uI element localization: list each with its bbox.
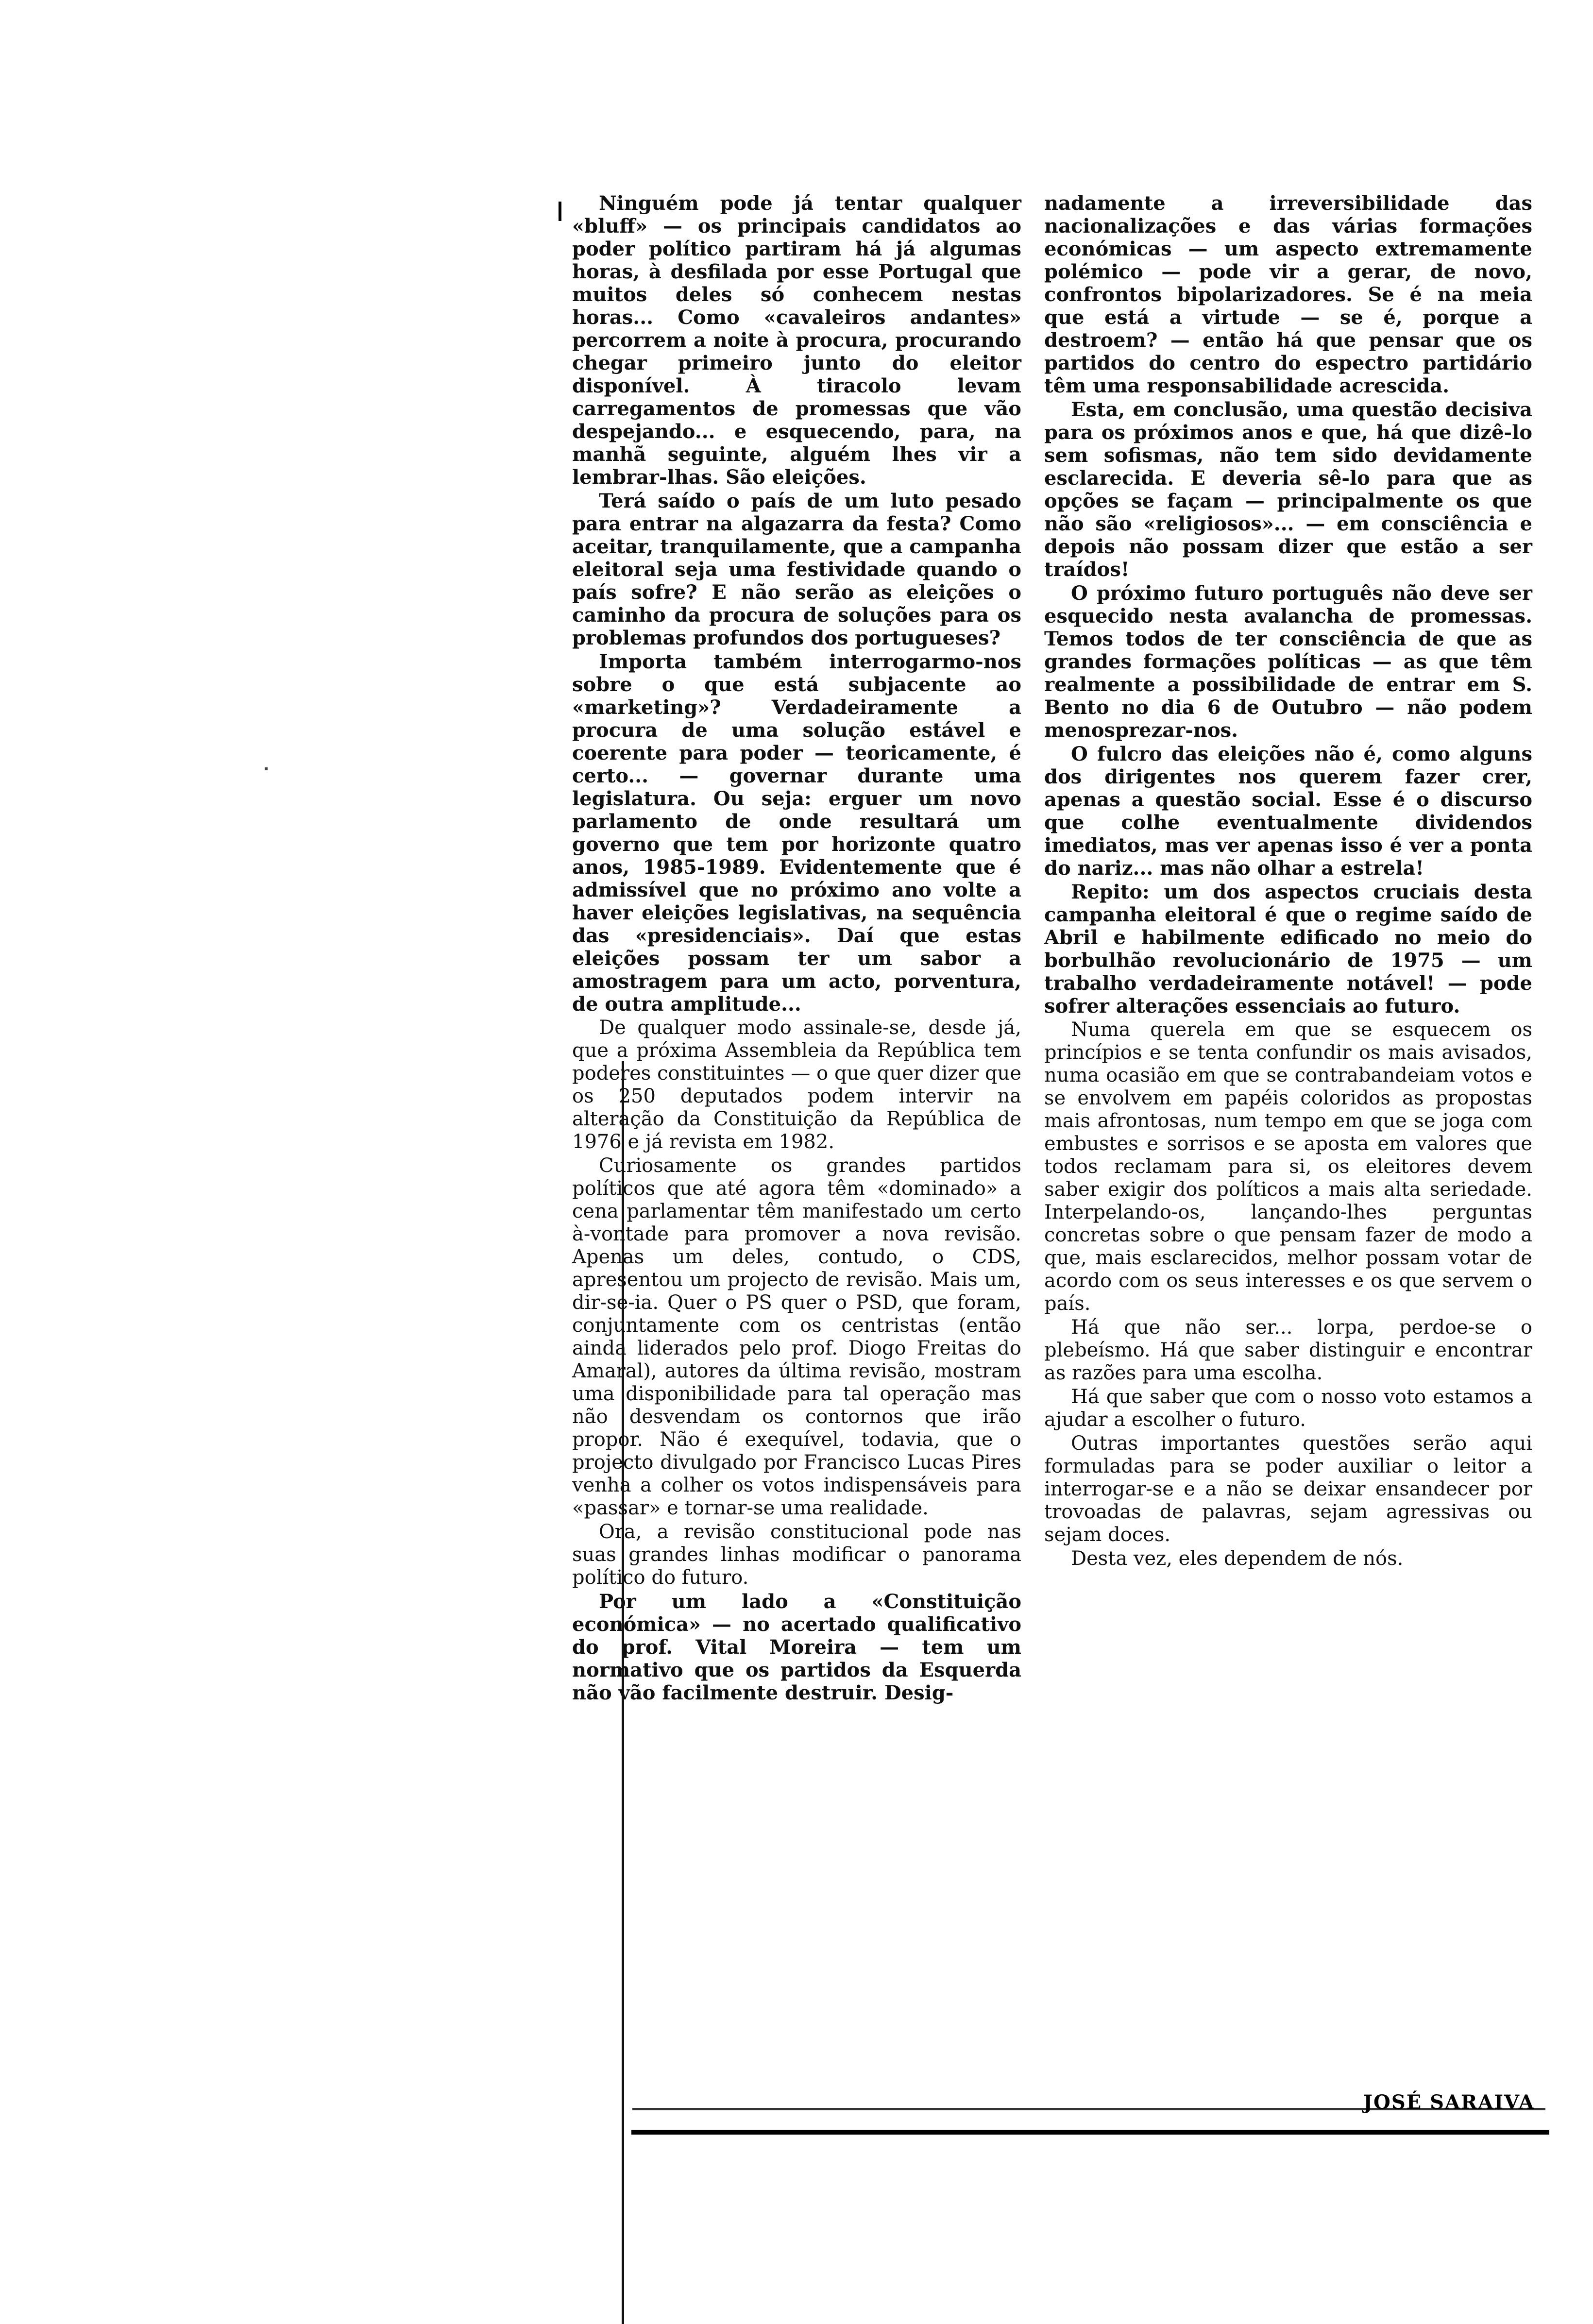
paragraph: O próximo futuro português não deve ser esquecido nesta avalancha de promessas. Temos todos de ter consciência de que as grandes formações políticas — as que têm realmente a possibilidade de entrar em S. Bento no dia 6 de Outubro — não podem menosprezar-nos. — [1044, 582, 1532, 742]
paragraph: Outras importantes questões serão aqui formuladas para se poder auxiliar o leitor a interrogar-se e a não se deixar ensandecer por trovoadas de palavras, sejam agressivas ou sejam doces. — [1044, 1432, 1532, 1546]
left-column — [572, 192, 1021, 1705]
paragraph: De qualquer modo assinale-se, desde já, que a próxima Assembleia da República tem poderes constituintes — o que quer dizer que os 250 deputados podem intervir na alteração da Constituição da República de 1976 e já revista em 1982. — [572, 1017, 1021, 1153]
author-signature: JOSÉ SARAIVA — [1363, 2091, 1535, 2114]
paragraph: Há que não ser... lorpa, perdoe-se o plebeísmo. Há que saber distinguir e encontrar as razões para uma escolha. — [1044, 1316, 1532, 1384]
paragraph: nadamente a irreversibilidade das nacionalizações e das várias formações económicas — um aspecto extremamente polémico — pode vir a gerar, de novo, confrontos bipolarizadores. Se é na meia que está a virtude — se é, porque a destroem? — então há que pensar que os partidos do centro do espectro partidário têm uma responsabilidade acrescida. — [1044, 192, 1532, 397]
newspaper-clipping — [559, 187, 1549, 2173]
paragraph: Numa querela em que se esquecem os princípios e se tenta confundir os mais avisados, numa ocasião em que se contrabandeiam votos e se envolvem em papéis coloridos as propostas mais afrontosas, num tempo em que se joga com embustes e sorrisos e se aposta em valores que todos reclamam para si, os eleitores devem saber exigir dos políticos a mais alta seriedade. Interpelando-os, lançando-lhes perguntas concretas sobre o que pensam fazer de modo a que, mais esclarecidos, melhor possam votar de acordo com os seus interesses e os que servem o país. — [1044, 1018, 1532, 1315]
right-column — [1044, 192, 1532, 1571]
paragraph: Desta vez, eles dependem de nós. — [1071, 1547, 1404, 1570]
paragraph: O fulcro das eleições não é, como alguns dos dirigentes nos querem fazer crer, apenas a questão social. Esse é o discurso que colhe eventualmente dividendos imediatos, mas ver apenas isso é ver a ponta do nariz... mas não olhar a estrela! — [1044, 743, 1532, 880]
bottom-rule — [631, 2130, 1549, 2135]
paragraph: Importa também interrogarmo-nos sobre o que está subjacente ao «marketing»? Verdadeiramente a procura de uma solução estável e coerente para poder — teoricamente, é certo... — governar durante uma legislatura. Ou seja: erguer um novo parlamento de onde resultará um governo que tem por horizonte quatro anos, 1985-1989. Evidentemente que é admissível que no próximo ano volte a haver eleições legislativas, na sequência das «presidenciais». Daí que estas eleições possam ter um sabor a amostragem para um acto, porventura, de outra amplitude... — [572, 650, 1021, 1016]
paragraph: Curiosamente os grandes partidos políticos que até agora têm «dominado» a cena parlamentar têm manifestado um certo à-vontade para promover a nova revisão. Apenas um deles, contudo, o CDS, apresentou um projecto de revisão. Mais um, dir-se-ia. Quer o PS quer o PSD, que foram, conjuntamente com os centristas (então ainda liderados pelo prof. Diogo Freitas do Amaral), autores da última revisão, mostram uma disponibilidade para tal operação mas não desvendam os contornos que irão propor. Não é exequível, todavia, que o projecto divulgado por Francisco Lucas Pires venha a colher os votos indispensáveis para «passar» e tornar-se uma realidade. — [572, 1154, 1021, 1519]
paragraph: Há que saber que com o nosso voto estamos a ajudar a escolher o futuro. — [1044, 1386, 1532, 1431]
column-rule-top — [559, 202, 561, 221]
paragraph: Ninguém pode já tentar qualquer «bluff» — os principais candidatos ao poder político partiram há já algumas horas, à desfilada por esse Portugal que muitos deles só conhecem nestas horas... Como «cavaleiros andantes» percorrem a noite à procura, procurando chegar primeiro junto do eleitor disponível. À tiracolo levam carregamentos de promessas que vão despejando... e esquecendo, para, na manhã seguinte, alguém lhes vir a lembrar-lhas. São eleições. — [572, 192, 1021, 489]
paragraph: Repito: um dos aspectos cruciais desta campanha eleitoral é que o regime saído de Abril e habilmente edificado no meio do borbulhão revolucionário de 1975 — um trabalho verdadeiramente notável! — pode sofrer alterações essenciais ao futuro. — [1044, 881, 1532, 1018]
paragraph: Esta, em conclusão, uma questão decisiva para os próximos anos e que, há que dizê-lo sem sofismas, não tem sido devidamente esclarecida. E deveria sê-lo para que as opções se façam — principalmente os que não são «religiosos»... — em consciência e depois não possam dizer que estão a ser traídos! — [1044, 398, 1532, 581]
paragraph: Terá saído o país de um luto pesado para entrar na algazarra da festa? Como aceitar, tranquilamente, que a campanha eleitoral seja uma festividade quando o país sofre? E não serão as eleições o caminho da procura de soluções para os problemas profundos dos portugueses? — [572, 490, 1021, 649]
speck — [265, 767, 268, 770]
paragraph: Ora, a revisão constitucional pode nas suas grandes linhas modificar o panorama político do futuro. — [572, 1521, 1021, 1589]
paragraph: Por um lado a «Constituição económica» — no acertado qualificativo do prof. Vital Moreira — tem um normativo que os partidos da Esquerda não vão facilmente destruir. Desig- — [572, 1590, 1021, 1704]
